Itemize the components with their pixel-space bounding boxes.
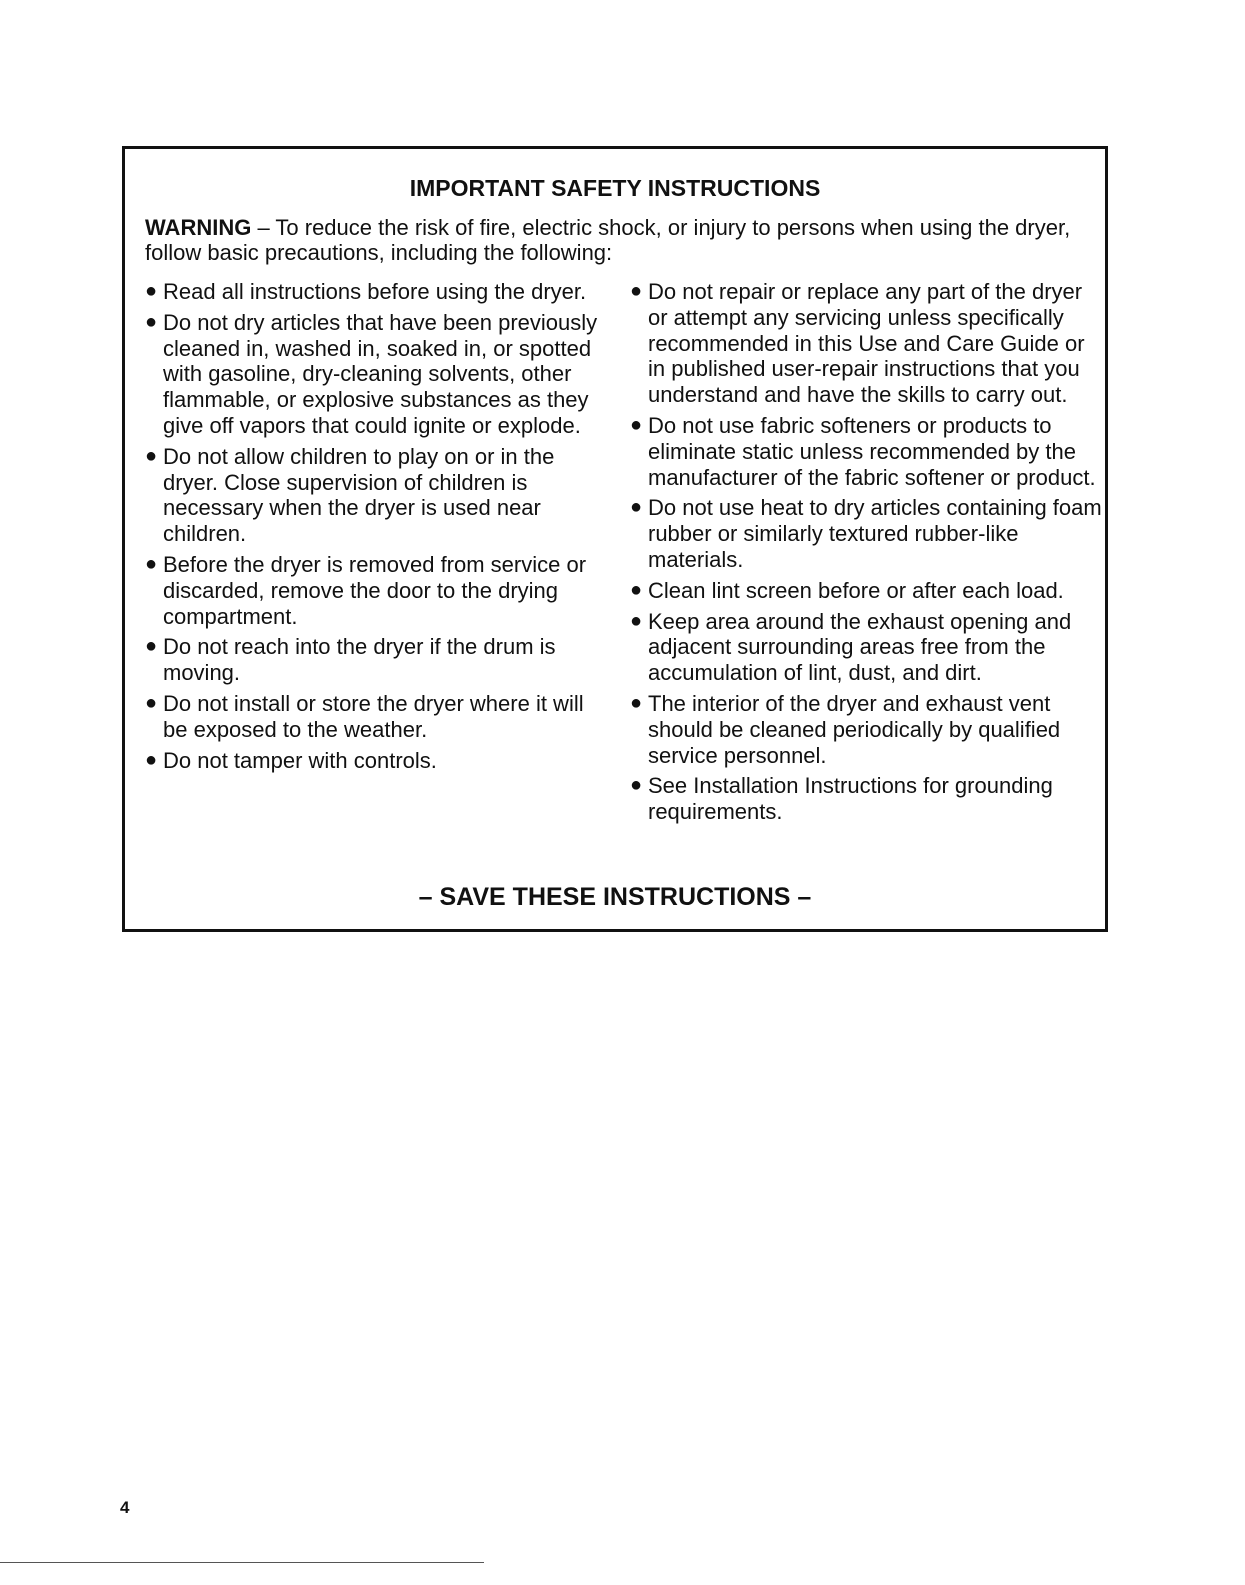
warning-label: WARNING: [145, 215, 252, 240]
list-item-text: Do not install or store the dryer where it will be exposed to the weather.: [163, 690, 584, 742]
list-item: [630, 413, 1105, 490]
list-item: [145, 552, 605, 629]
safety-instructions-box: [122, 146, 1108, 932]
page-number: 4: [120, 1498, 130, 1517]
bullet-icon: ●: [145, 552, 158, 575]
list-item: [145, 310, 605, 439]
list-item-text: Before the dryer is removed from service or discarded, remove the door to the drying compartment.: [163, 551, 587, 629]
list-item-text: Do not use fabric softeners or products to eliminate static unless recommended by the manufacturer of the fabric softener or product.: [648, 412, 1096, 490]
warning-paragraph: [145, 215, 1105, 265]
list-item: [630, 495, 1105, 572]
bullet-icon: ●: [145, 280, 158, 302]
list-item-text: Keep area around the exhaust opening and adjacent surrounding areas free from the accumulation of lint, dust, and dirt.: [648, 608, 1072, 686]
warning-text: – To reduce the risk of fire, electric shock, or injury to persons when using the dryer, follow basic precautions, including the following:: [145, 215, 1071, 265]
bullet-icon: ●: [630, 496, 643, 519]
bullet-icon: ●: [630, 774, 643, 797]
list-item: [630, 773, 1105, 825]
right-instruction-list: [630, 279, 1105, 830]
list-item: [630, 609, 1105, 686]
list-item-text: Do not repair or replace any part of the dryer or attempt any servicing unless specifically recommended in this Use and Care Guide or in published user-repair instructions that you understand and have the skills to carry out.: [648, 279, 1085, 408]
list-item: [145, 748, 605, 774]
bullet-icon: ●: [145, 691, 158, 714]
bullet-icon: ●: [630, 609, 643, 632]
bullet-icon: ●: [145, 748, 158, 771]
list-item-text: Clean lint screen before or after each load.: [648, 577, 1064, 603]
bullet-icon: ●: [630, 280, 643, 302]
list-item-text: See Installation Instructions for grounding requirements.: [648, 773, 1053, 825]
list-item-text: Do not allow children to play on or in the dryer. Close supervision of children is necessary when the dryer is used near children.: [163, 443, 555, 547]
bullet-icon: ●: [630, 413, 643, 436]
list-item: [145, 634, 605, 686]
list-item: [145, 691, 605, 743]
list-item-text: The interior of the dryer and exhaust vent should be cleaned periodically by qualified service personnel.: [648, 690, 1061, 768]
bottom-divider: [0, 1562, 484, 1563]
safety-title: IMPORTANT SAFETY INSTRUCTIONS: [409, 175, 821, 201]
list-item-text: Do not reach into the dryer if the drum is moving.: [163, 634, 556, 686]
bullet-icon: ●: [630, 691, 643, 714]
list-item: [145, 279, 605, 305]
left-instruction-list: [145, 279, 605, 778]
bullet-icon: ●: [145, 635, 158, 658]
list-item: [630, 691, 1105, 768]
bullet-icon: ●: [630, 578, 643, 601]
list-item: [145, 444, 605, 547]
list-item: [630, 578, 1105, 604]
list-item-text: Do not dry articles that have been previously cleaned in, washed in, soaked in, or spotted with gasoline, dry-cleaning solvents, other flammable, or explosive substances as they give off vapors that could ignite or explode.: [163, 309, 598, 438]
bullet-icon: ●: [145, 444, 158, 467]
list-item: [630, 279, 1105, 408]
bullet-icon: ●: [145, 310, 158, 333]
list-item-text: Do not use heat to dry articles containing foam rubber or similarly textured rubber-like materials.: [648, 495, 1102, 572]
save-instructions-footer: – SAVE THESE INSTRUCTIONS –: [418, 883, 812, 911]
list-item-text: Do not tamper with controls.: [163, 747, 437, 773]
list-item-text: Read all instructions before using the dryer.: [163, 279, 587, 304]
